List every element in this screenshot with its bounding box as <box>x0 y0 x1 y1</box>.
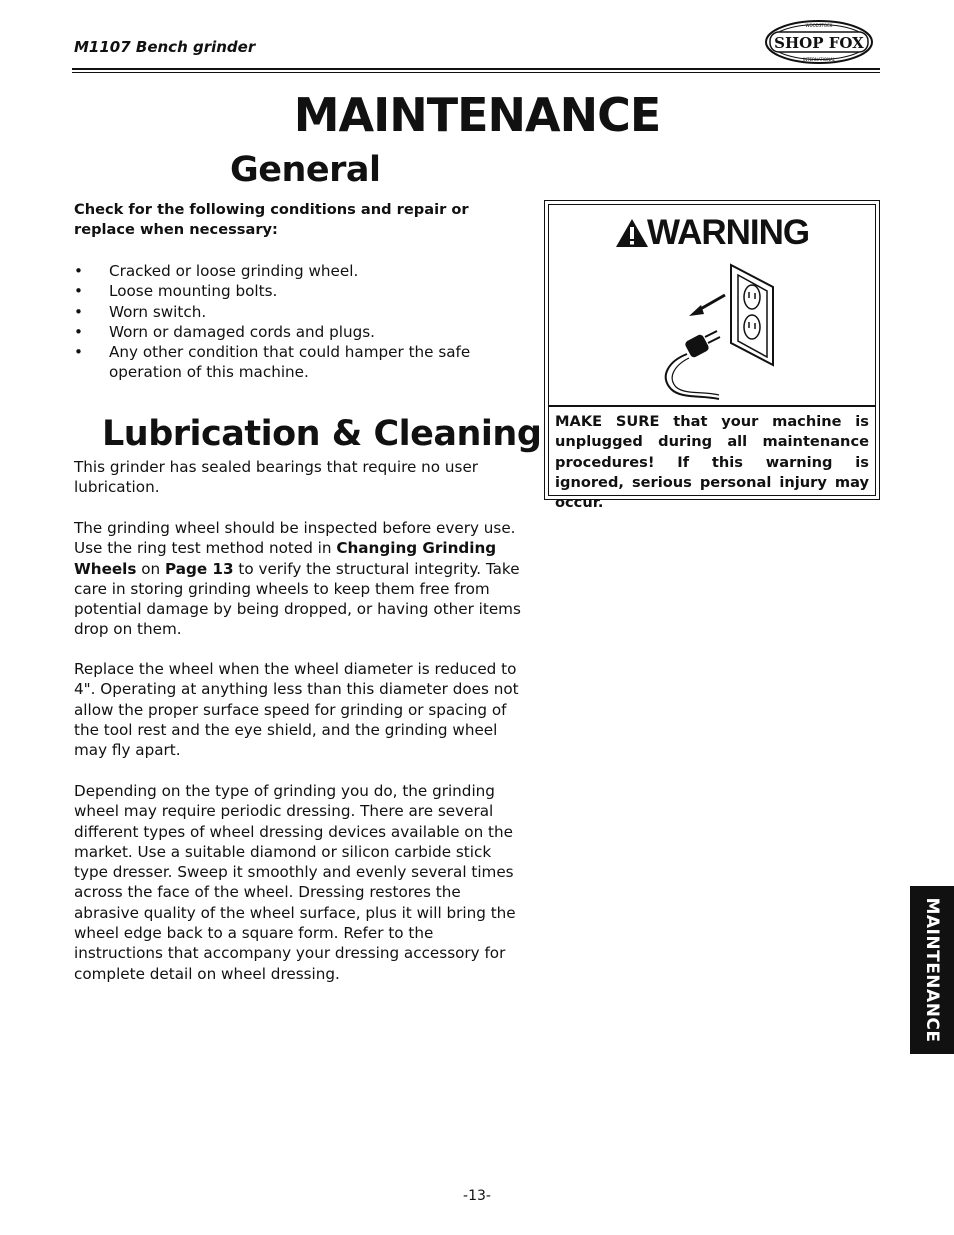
page-title: MAINTENANCE <box>293 88 661 142</box>
page-reference: Page 13 <box>165 559 234 578</box>
warning-box <box>544 200 880 512</box>
section-side-tab <box>910 886 954 1054</box>
lubrication-heading: Lubrication & Cleaning <box>102 414 542 454</box>
warning-triangle-icon <box>614 217 650 249</box>
shop-fox-logo <box>764 18 874 66</box>
section-reference: Changing Grinding Wheels <box>74 539 497 578</box>
document-header-title: M1107 Bench grinder <box>74 38 256 56</box>
unplug-outlet-icon <box>649 261 779 401</box>
header-rule <box>72 68 880 70</box>
lubrication-paragraph-4: Depending on the type of grinding you do, the grinding wheel may require periodic dressing. There are several different types of wheel dressing devices available on the market. Use a suitable diamond or silicon carbide stick type dresser. Sweep it smoothly and evenly several times across the face of the wheel. Dressing restores the abrasive quality of the wheel surface, plus it will bring the wheel edge back to a square form. Refer to the instructions that accompany your dressing accessory for complete detail on wheel dressing. <box>74 782 516 983</box>
svg-text:WOODSTOCK: WOODSTOCK <box>805 23 833 28</box>
svg-text:SHOP FOX: SHOP FOX <box>774 34 864 52</box>
page-number: -13- <box>463 1188 491 1204</box>
list-item: • Any other condition that could hamper the safe operation of this machine. <box>74 343 471 382</box>
general-heading: General <box>230 150 381 190</box>
warning-heading: WARNING <box>647 213 810 252</box>
warning-divider <box>549 405 875 407</box>
list-item: • Loose mounting bolts. <box>74 282 278 301</box>
list-item: • Worn or damaged cords and plugs. <box>74 322 375 341</box>
side-tab-label: MAINTENANCE <box>922 897 942 1043</box>
lubrication-paragraph-2: The grinding wheel should be inspected before every use. Use the ring test method noted in Changing Grinding Wheels on Page 13 to verify the structural integrity. Take care in storing grinding wheels to keep them free from potential damage by being dropped, or having other items drop on them. <box>74 519 521 639</box>
svg-text:INTERNATIONAL: INTERNATIONAL <box>802 57 836 62</box>
warning-text: MAKE SURE that your machine is unplugged during all maintenance procedures! If this warning is ignored, serious personal injury may occur. <box>555 413 869 512</box>
list-item: • Worn switch. <box>74 302 207 321</box>
lubrication-paragraph-3: Replace the wheel when the wheel diameter is reduced to 4". Operating at anything less than this diameter does not allow the proper surface speed for grinding or spacing of the tool rest and the eye shield, and the grinding wheel may fly apart. <box>74 660 519 760</box>
general-intro: Check for the following conditions and repair or replace when necessary: <box>74 201 469 239</box>
general-checklist <box>74 261 524 383</box>
header-rule-thin <box>72 72 880 73</box>
lubrication-paragraph-1: This grinder has sealed bearings that require no user lubrication. <box>74 458 479 497</box>
list-item: • Cracked or loose grinding wheel. <box>74 262 359 280</box>
